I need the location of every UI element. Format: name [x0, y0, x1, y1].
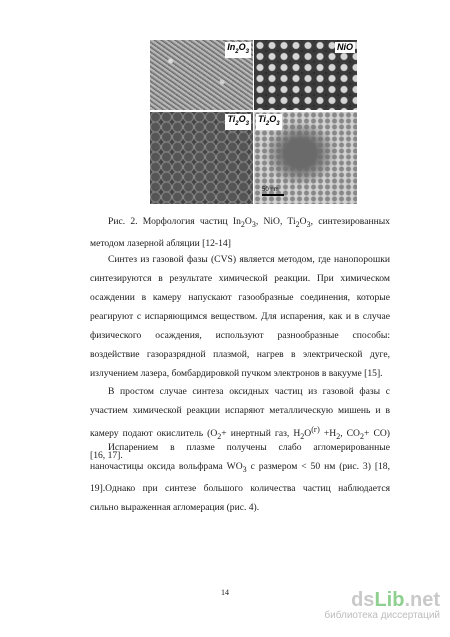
dslib-watermark — [324, 590, 440, 621]
page-number: 14 — [221, 588, 229, 597]
dslib-logo: dsLib.net — [351, 589, 440, 611]
micrograph-in2o3 — [150, 40, 253, 110]
scale-bar: 50 nm — [262, 187, 284, 196]
micrograph-figure — [150, 40, 357, 204]
panel-label: $Ti_2O_3$ — [256, 114, 282, 130]
paragraph-cvs: Синтез из газовой фазы (CVS) является методом, где нанопорошки синтезируются в результате химической реакции. При химическом осаждении в камеру напускают газообразные соединения, которые реагируют с испаряющимся веществом. Для испарения, как и в случае физического осаждения, используют разнообразные способы: воздействие газоразрядной плазмой, нагрев в электрической дуге, излучением лазера, бомбардировкой пучком электронов в вакууме [15]. — [90, 254, 390, 379]
micrograph-ti2o3-left — [150, 112, 253, 204]
panel-label: NiO — [336, 42, 353, 52]
micrograph-ti2o3-right — [254, 112, 357, 204]
figure-caption: Рис. 2. Морфология частиц $In_2O_3$, NiO, $Ti_2O_3$, синтезированных методом лазерной абляции [12-14] — [90, 216, 390, 249]
paragraph-oxide-synthesis: В простом случае синтеза оксидных частиц из газовой фазы с участием химической реакции испаряют металлическую мишень и в камеру подают окислитель ($O_2+$ инертный газ, $H_2O^{(г)} +H_2$, $CO_2+ CO$) [16, 17]. — [90, 386, 390, 462]
paragraph-plasma: Испарением в плазме получены слабо агломерированные наночастицы оксида вольфрама $WO_3$ с размером < 50 нм (рис. 3) [18, 19].Однако при синтезе большого количества частиц наблюдается сильно выраженная агломерация (рис. 4). — [90, 442, 391, 513]
panel-label: $In_2O_3$ — [225, 42, 251, 58]
micrograph-nio — [254, 40, 357, 110]
dslib-tagline: библиотека диссертаций — [324, 610, 440, 621]
panel-label: $Ti_2O_3$ — [225, 114, 251, 130]
